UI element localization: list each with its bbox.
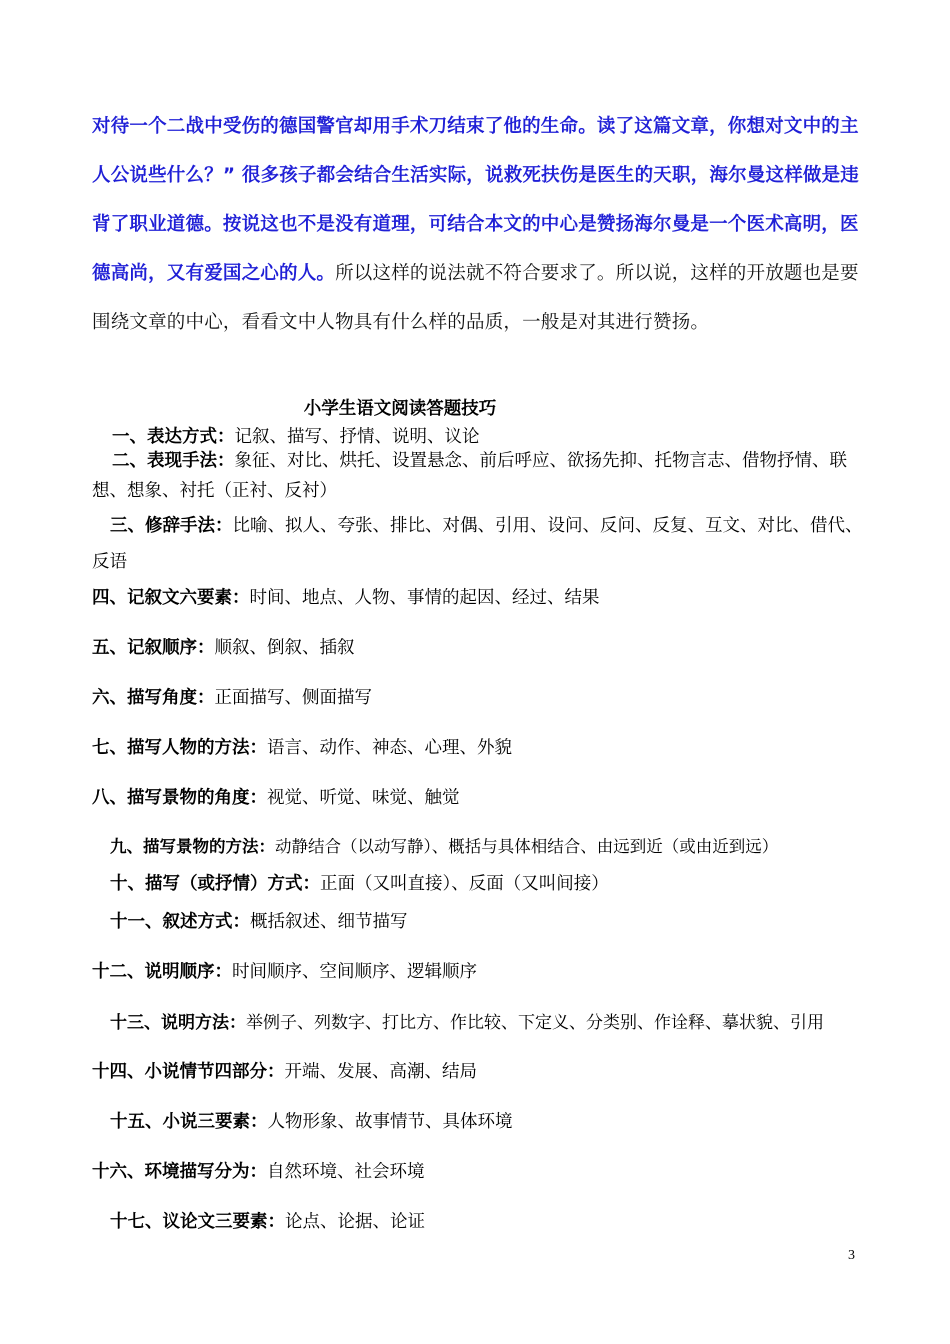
- intro-paragraph: [92, 102, 867, 347]
- list-item: [110, 1008, 824, 1033]
- list-item: [110, 833, 778, 857]
- item-heading: 八、描写景物的角度：: [92, 788, 267, 808]
- list-item: [110, 870, 609, 895]
- list-item: [112, 423, 480, 448]
- page-number: 3: [848, 1248, 855, 1263]
- item-text: 正面描写、侧面描写: [214, 688, 372, 708]
- item-heading: 四、记叙文六要素：: [92, 588, 250, 608]
- list-item: [92, 508, 872, 580]
- item-heading: 十七、议论文三要素：: [110, 1212, 285, 1232]
- item-text: 象征、对比、烘托、设置悬念、前后呼应、欲扬先抑、托物言志、借物抒情、联想、想象、衬托（正衬、反衬）: [92, 451, 847, 501]
- item-heading: 十五、小说三要素：: [110, 1112, 268, 1132]
- item-text: 时间、地点、人物、事情的起因、经过、结果: [249, 588, 600, 608]
- item-heading: 十一、叙述方式：: [110, 912, 250, 932]
- item-text: 顺叙、倒叙、插叙: [214, 638, 355, 658]
- list-item: [110, 1208, 425, 1233]
- list-item: [92, 634, 355, 659]
- item-text: 人物形象、故事情节、具体环境: [267, 1112, 513, 1132]
- list-item: [92, 784, 460, 809]
- item-text: 语言、动作、神态、心理、外貌: [267, 738, 512, 758]
- item-text: 记叙、描写、抒情、说明、议论: [234, 427, 480, 447]
- item-heading: 三、修辞手法：: [110, 516, 233, 536]
- item-text: 动静结合（以动写静）、概括与具体相结合、由远到近（或由近到远）: [275, 837, 779, 856]
- item-heading: 十、描写（或抒情）方式：: [110, 874, 320, 894]
- item-text: 正面（又叫直接）、反面（又叫间接）: [320, 874, 609, 894]
- item-text: 自然环境、社会环境: [267, 1162, 425, 1182]
- list-item: [92, 446, 872, 506]
- item-heading: 一、表达方式：: [112, 427, 235, 447]
- item-heading: 十二、说明顺序：: [92, 962, 232, 982]
- item-heading: 五、记叙顺序：: [92, 638, 215, 658]
- section-title: 小学生语文阅读答题技巧: [303, 399, 497, 419]
- list-item: [92, 1158, 425, 1183]
- list-item: [92, 1058, 477, 1083]
- list-item: [92, 584, 600, 609]
- item-text: 时间顺序、空间顺序、逻辑顺序: [232, 962, 477, 982]
- intro-highlight-text: 对待一个二战中受伤的德国警官却用手术刀结束了他的生命。读了这篇文章，你想对文中的主人公说些什么？” 很多孩子都会结合生活实际，说救死扶伤是医生的天职，海尔曼这样做是违背了职业道德。按说这也不是没有道理，可结合本文的中心是赞扬海尔曼是一个医术高明，医德高尚，又有爱国之心的人。: [92, 116, 860, 284]
- item-text: 举例子、列数字、打比方、作比较、下定义、分类别、作诠释、摹状貌、引用: [246, 1013, 824, 1033]
- list-item: [92, 958, 477, 983]
- item-text: 论点、论据、论证: [285, 1212, 425, 1232]
- list-item: [92, 734, 512, 759]
- item-text: 概括叙述、细节描写: [250, 912, 408, 932]
- item-heading: 六、描写角度：: [92, 688, 215, 708]
- list-item: [92, 684, 372, 709]
- item-text: 比喻、拟人、夸张、排比、对偶、引用、设问、反问、反复、互文、对比、借代、反语: [92, 516, 863, 572]
- item-heading: 二、表现手法：: [112, 451, 235, 471]
- item-text: 视觉、听觉、味觉、触觉: [267, 788, 460, 808]
- item-heading: 十六、环境描写分为：: [92, 1162, 267, 1182]
- list-item: [110, 1108, 513, 1133]
- item-heading: 十三、说明方法：: [110, 1013, 246, 1033]
- item-heading: 九、描写景物的方法：: [110, 837, 275, 856]
- intro-plain-text: 所以这样的说法就不符合要求了。所以说，这样的开放题也是要围绕文章的中心，看看文中人物具有什么样的品质，一般是对其进行赞扬。: [92, 263, 859, 333]
- item-heading: 十四、小说情节四部分：: [92, 1062, 285, 1082]
- item-heading: 七、描写人物的方法：: [92, 738, 267, 758]
- item-text: 开端、发展、高潮、结局: [284, 1062, 477, 1082]
- list-item: [110, 908, 408, 933]
